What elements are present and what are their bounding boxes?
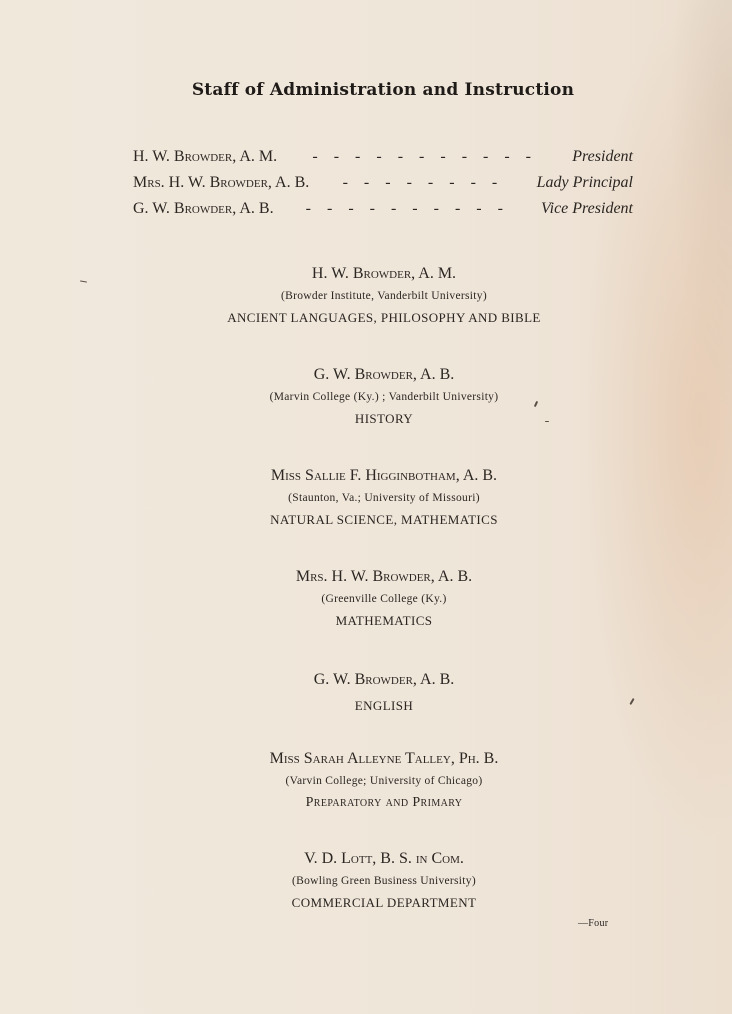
faculty-subject: ENGLISH xyxy=(354,698,414,713)
faculty-name: Miss Sallie F. Higginbotham, A. B. xyxy=(270,467,498,484)
officer-name: Mrs. H. W. Browder, A. B. xyxy=(133,174,310,191)
faculty-member xyxy=(134,363,634,464)
officers-list xyxy=(133,148,633,226)
faculty-name: V. D. Lott, B. S. in Com. xyxy=(304,850,464,867)
faculty-name: H. W. Browder, A. M. xyxy=(311,265,457,282)
faculty-school: (Staunton, Va.; University of Missouri) xyxy=(288,492,480,504)
officer-row-president xyxy=(133,148,633,174)
faculty-subject: COMMERCIAL DEPARTMENT xyxy=(291,895,477,910)
officer-name: G. W. Browder, A. B. xyxy=(133,200,274,217)
faculty-school: (Bowling Green Business University) xyxy=(292,875,476,887)
officer-role: Lady Principal xyxy=(536,174,633,191)
leader-dashes: - - - - - - - - xyxy=(342,174,504,191)
page-number: —Four xyxy=(578,918,609,929)
paper-speck xyxy=(80,280,87,282)
faculty-subject: ANCIENT LANGUAGES, PHILOSOPHY AND BIBLE xyxy=(227,310,541,325)
faculty-subject: NATURAL SCIENCE, MATHEMATICS xyxy=(270,512,498,527)
faculty-member xyxy=(134,565,634,666)
officer-role: Vice President xyxy=(541,200,633,217)
faculty-name: Mrs. H. W. Browder, A. B. xyxy=(295,568,473,585)
page-title: Staff of Administration and Instruction xyxy=(191,80,575,100)
faculty-school: (Browder Institute, Vanderbilt University) xyxy=(281,290,487,302)
officer-row-vice-president xyxy=(133,200,633,226)
faculty-member xyxy=(134,747,634,847)
faculty-subject: Preparatory and Primary xyxy=(305,795,463,810)
leader-dashes: - - - - - - - - - - xyxy=(305,200,509,217)
faculty-school: (Varvin College; University of Chicago) xyxy=(285,775,483,787)
faculty-name: Miss Sarah Alleyne Talley, Ph. B. xyxy=(269,750,499,767)
faculty-school: (Marvin College (Ky.) ; Vanderbilt University) xyxy=(269,391,499,403)
officer-name: H. W. Browder, A. M. xyxy=(133,148,278,165)
officer-role: President xyxy=(572,148,633,165)
paper-speck xyxy=(545,421,549,422)
faculty-member xyxy=(134,847,634,917)
faculty-subject: HISTORY xyxy=(354,411,414,426)
faculty-member xyxy=(134,262,634,363)
leader-dashes: - - - - - - - - - - - xyxy=(312,148,537,165)
faculty-name: G. W. Browder, A. B. xyxy=(313,671,455,688)
officer-row-lady-principal xyxy=(133,174,633,200)
faculty-member xyxy=(134,464,634,565)
faculty-name: G. W. Browder, A. B. xyxy=(313,366,455,383)
faculty-list xyxy=(134,262,634,917)
faculty-subject: MATHEMATICS xyxy=(335,613,433,628)
faculty-member xyxy=(134,666,634,747)
faculty-school: (Greenville College (Ky.) xyxy=(321,593,447,605)
